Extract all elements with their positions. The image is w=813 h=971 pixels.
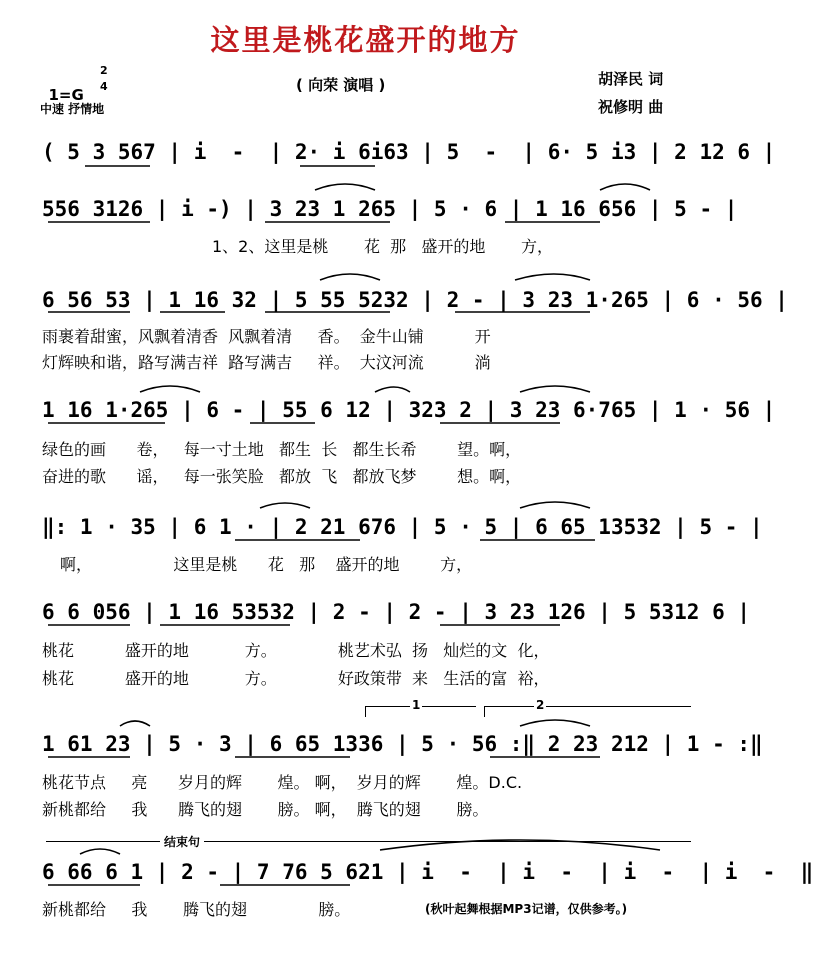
ending-label: 结束句 <box>160 833 204 850</box>
composer-credit: 祝修明 曲 <box>598 98 664 116</box>
lyric-row-7-1: 桃花节点 亮 岁月的辉 煌。 啊， 岁月的辉 煌。D.C. <box>42 773 523 792</box>
notation-row-4: 1 16 1·265 | 6 - | 55 6 12 | 323 2 | 3 23 6·765 | 1 · 56 | <box>42 398 776 422</box>
notation-row-1: ( 5 3 567 | i - | 2· i 6i63 | 5 - | 6· 5 i3 | 2 12 6 | <box>42 140 776 164</box>
volta-number-2: 2 <box>536 698 545 712</box>
lyric-row-2-1: 1、2、这里是桃 花 那 盛开的地 方， <box>212 237 553 256</box>
lyric-row-4-1: 绿色的画 卷， 每一寸土地 都生 长 都生长希 望。啊， <box>42 440 522 459</box>
notation-row-5: ‖: 1 · 35 | 6 1 · | 2 21 676 | 5 · 5 | 6 65 13532 | 5 - | <box>42 515 763 539</box>
time-signature-top: 2 <box>100 64 108 77</box>
notation-row-2: 556 3126 | i -) | 3 23 1 265 | 5 · 6 | 1 16 656 | 5 - | <box>42 197 738 221</box>
notation-row-8: 6 66 6 1 | 2 - | 7 76 5 621 | i - | i - | i - | i - ‖ <box>42 860 813 884</box>
song-title: 这里是桃花盛开的地方 <box>210 23 521 57</box>
lyric-row-5-1: 啊， 这里是桃 花 那 盛开的地 方， <box>60 555 473 574</box>
key-label: 1=G <box>48 86 84 104</box>
notation-row-3: 6 56 53 | 1 16 32 | 5 55 5232 | 2 - | 3 23 1·265 | 6 · 56 | <box>42 288 788 312</box>
lyric-row-6-1: 桃花 盛开的地 方。 桃艺术弘 扬 灿烂的文 化， <box>42 641 550 660</box>
lyric-row-6-2: 桃花 盛开的地 方。 好政策带 来 生活的富 裕， <box>42 669 550 688</box>
lyric-row-4-2: 奋进的歌 谣， 每一张笑脸 都放 飞 都放飞梦 想。啊， <box>42 467 522 486</box>
lyric-row-3-1: 雨裹着甜蜜，风飘着清香 风飘着清 香。 金牛山铺 开 <box>42 327 491 346</box>
transcription-note: (秋叶起舞根据MP3记谱，仅供参考。) <box>425 902 628 916</box>
lyric-row-7-2: 新桃都给 我 腾飞的翅 膀。 啊， 腾飞的翅 膀。 <box>42 800 489 819</box>
notation-row-7: 1 61 23 | 5 · 3 | 6 65 1336 | 5 · 56 :‖ 2 23 212 | 1 - :‖ <box>42 732 763 756</box>
lyric-row-8-1: 新桃都给 我 腾飞的翅 膀。 <box>42 900 351 919</box>
singer-credit: ( 向荣 演唱 ) <box>296 76 386 94</box>
lyric-row-3-2: 灯辉映和谐，路写满吉祥 路写满吉 祥。 大汶河流 淌 <box>42 353 491 372</box>
volta-number-1: 1 <box>412 698 421 712</box>
notation-row-6: 6 6 056 | 1 16 53532 | 2 - | 2 - | 3 23 126 | 5 5312 6 | <box>42 600 751 624</box>
time-signature-bottom: 4 <box>100 80 108 93</box>
lyricist-credit: 胡泽民 词 <box>598 70 664 88</box>
tempo-marking: 中速 抒情地 <box>40 102 105 116</box>
